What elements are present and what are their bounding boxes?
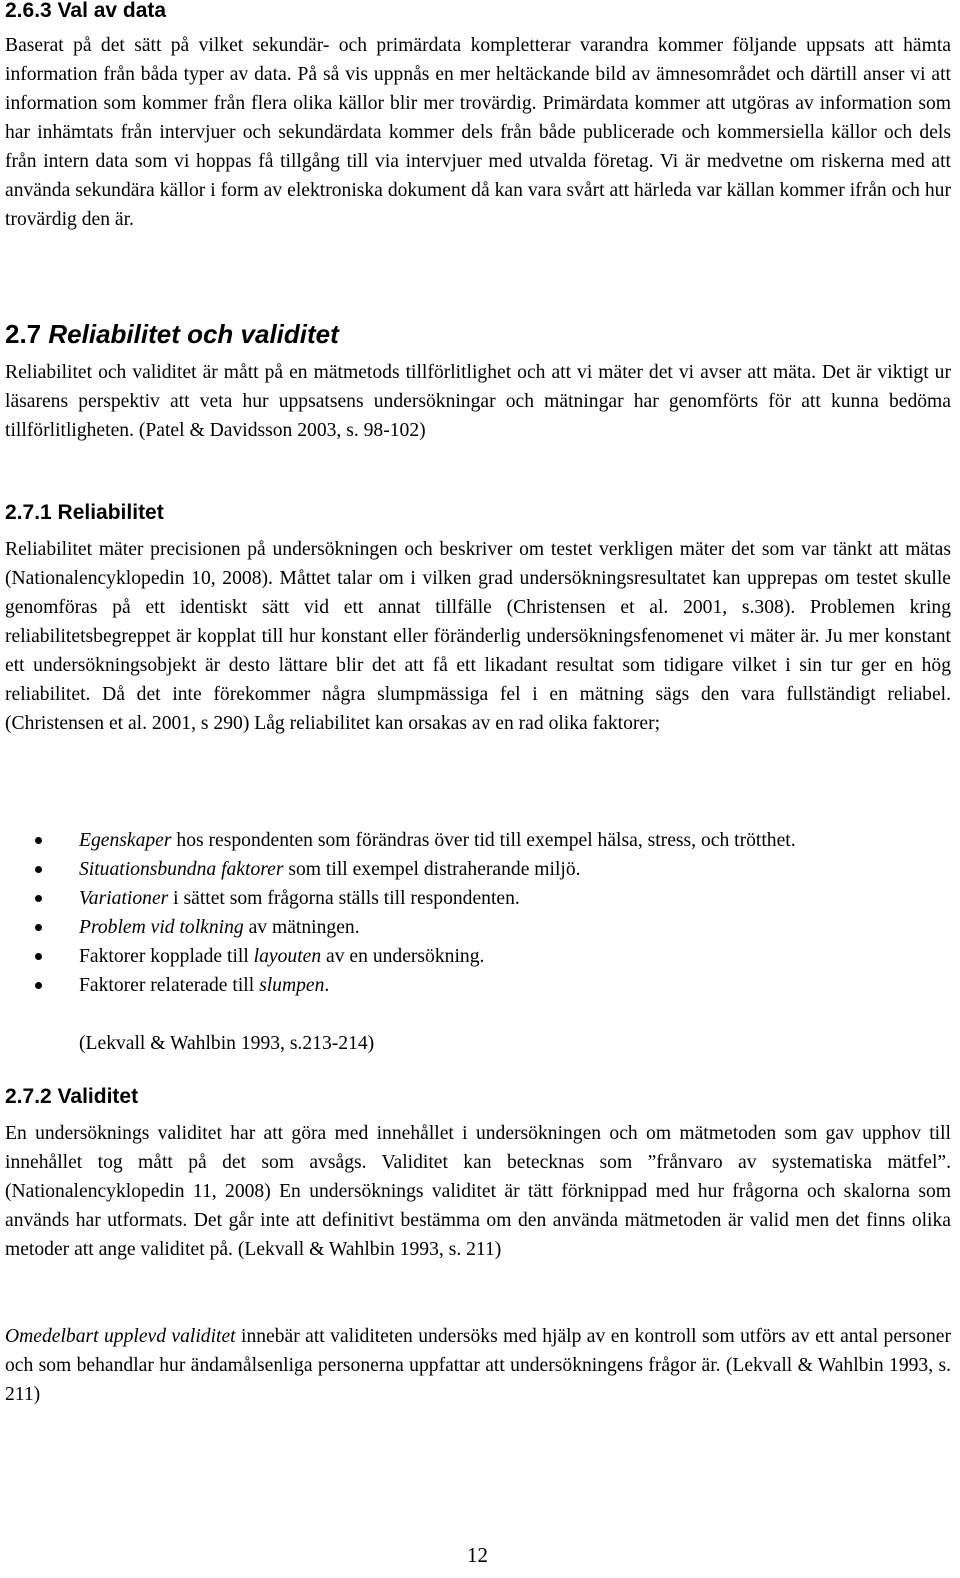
- page-number: 12: [467, 1543, 488, 1567]
- list-item: Problem vid tolkning av mätningen.: [5, 913, 951, 942]
- factor-list: [5, 826, 951, 1000]
- heading-2-7-1: 2.7.1 Reliabilitet: [5, 501, 164, 524]
- paragraph-reliabilitet: Reliabilitet mäter precisionen på undersökningen och beskriver om testet verkligen mäter det som var tänkt att mätas (Nationalencyklopedin 10, 2008). Måttet talar om i vilken grad undersökningsresultatet kan upprepas om testet skulle genomföras på ett identiskt sätt vid ett annat tillfälle (Christensen et al. 2001, s.308). Problemen kring reliabilitetsbegreppet är kopplat till hur konstant eller föränderlig undersökningsfenomenet vi mäter är. Ju mer konstant ett undersökningsobjekt är desto lättare blir det att få ett likadant resultat som tidigare vilket i sin tur ger en hög reliabilitet. Då det inte förekommer några slumpmässiga fel i en mätning sägs den vara fullständigt reliabel. (Christensen et al. 2001, s 290) Låg reliabilitet kan orsakas av en rad olika faktorer;: [5, 539, 951, 734]
- heading-2-7-text: Reliabilitet och validitet: [48, 319, 339, 349]
- list-item: Faktorer kopplade till layouten av en undersökning.: [5, 942, 951, 971]
- bullet-icon: [35, 924, 42, 931]
- heading-2-7-2: 2.7.2 Validitet: [5, 1085, 139, 1108]
- list-item: Situationsbundna faktorer som till exempel distraherande miljö.: [5, 855, 951, 884]
- heading-2-7: [5, 318, 339, 350]
- bullet-icon: [35, 895, 42, 902]
- heading-2-6-3: 2.6.3 Val av data: [5, 0, 167, 22]
- paragraph-validitet: En undersöknings validitet har att göra med innehållet i undersökningen och om mätmetoden som gav upphov till innehållet tog mått på det som avsågs. Validitet kan betecknas som ”frånvaro av systematiska mätfel”.(Nationalencyklopedin 11, 2008) En undersöknings validitet är tätt förknippad med hur frågorna och skalorna som används har utformats. Det går inte att definitivt bestämma om den använda mätmetoden är valid men det finns olika metoder att ange validitet på. (Lekvall & Wahlbin 1993, s. 211): [5, 1123, 951, 1260]
- list-item: Egenskaper hos respondenten som förändras över tid till exempel hälsa, stress, och trötthet.: [5, 826, 951, 855]
- heading-2-7-number: 2.7: [5, 319, 42, 349]
- bullet-icon: [35, 866, 42, 873]
- paragraph-val-av-data: Baserat på det sätt på vilket sekundär- och primärdata kompletterar varandra kommer följande uppsats att hämta information från båda typer av data. På så vis uppnås en mer heltäckande bild av ämnesområdet och därtill anser vi att information som kommer från flera olika källor blir mer trovärdig. Primärdata kommer att utgöras av information som har inhämtats från intervjuer och sekundärdata kommer dels från både publicerade och kommersiella källor och dels från intern data som vi hoppas få tillgång till via intervjuer med utvalda företag. Vi är medvetne om riskerna med att använda sekundära källor i form av elektroniska dokument då kan vara svårt att härleda var källan kommer ifrån och hur trovärdig den är.: [5, 35, 951, 230]
- reference-lekvall: (Lekvall & Wahlbin 1993, s.213-214): [79, 1033, 375, 1054]
- list-item: Variationer i sättet som frågorna ställs till respondenten.: [5, 884, 951, 913]
- bullet-icon: [35, 837, 42, 844]
- paragraph-reliabilitet-och-validitet: Reliabilitet och validitet är mått på en mätmetods tillförlitlighet och att vi mäter det vi avser att mäta. Det är viktigt ur läsarens perspektiv att veta hur uppsatsens undersökningar och mätningar har genomförts för att kunna bedöma tillförlitligheten. (Patel & Davidsson 2003, s. 98-102): [5, 362, 951, 441]
- list-item: Faktorer relaterade till slumpen.: [5, 971, 951, 1000]
- bullet-icon: [35, 982, 42, 989]
- document-page: [5, 0, 951, 1578]
- bullet-icon: [35, 953, 42, 960]
- paragraph-omedelbart-upplevd-validitet: Omedelbart upplevd validitet innebär att validiteten undersöks med hjälp av en kontroll som utförs av ett antal personer och som behandlar hur ändamålsenliga personerna uppfattar att undersökningens frågor är. (Lekvall & Wahlbin 1993, s. 211): [5, 1326, 951, 1405]
